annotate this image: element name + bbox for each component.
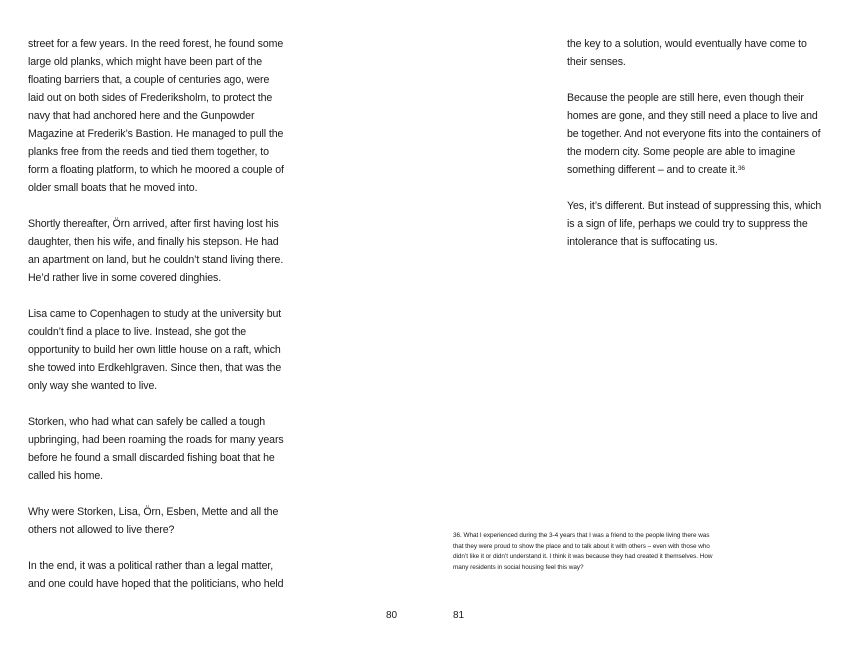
paragraph: Yes, it’s different. But instead of suppressing this, which is a sign of life, perhaps we could try to suppress the intolerance that is suffocating us.	[567, 200, 822, 248]
paragraph: Lisa came to Copenhagen to study at the university but couldn’t find a place to live. Instead, she got the opportunity to build her own little house on a raft, which she towed into Erdkehlgraven. Since then, that was the only way she wanted to live.	[28, 308, 282, 392]
paragraph: the key to a solution, would eventually have come to their senses.	[567, 38, 807, 68]
paragraph: Why were Storken, Lisa, Örn, Esben, Mette and all the others not allowed to live there?	[28, 506, 279, 536]
footnote: 36. What I experienced during the 3-4 years that I was a friend to the people living there was that they were proud to show the place and to talk about it with others – even with those who didn’t like it or didn’t understand it. I think it was because they had created it themselves. How many residents in social housing feel this way?	[453, 532, 713, 571]
paragraph: street for a few years. In the reed forest, he found some large old planks, which might have been part of the floating barriers that, a couple of centuries ago, were laid out on both sides of Frederiksholm, to protect the navy that had anchored here and the Gunpowder Magazine at Frederik’s Bastion. He managed to pull the planks free from the reeds and tied them together, to form a floating platform, to which he moored a couple of older small boats that he moved into.	[28, 38, 284, 194]
paragraph: In the end, it was a political rather than a legal matter, and one could have hoped that the politicians, who held	[28, 560, 284, 590]
left-page-text	[28, 35, 288, 611]
footnote-reference: 36	[737, 165, 745, 172]
right-page-text	[567, 35, 822, 269]
page-number-left: 80	[386, 610, 398, 621]
paragraph: Shortly thereafter, Örn arrived, after first having lost his daughter, then his wife, and finally his stepson. He had an apartment on land, but he couldn’t stand living there. He’d rather live in some covered dinghies.	[28, 218, 284, 284]
paragraph	[567, 89, 822, 179]
paragraph-text: Because the people are still here, even though their homes are gone, and they still need a place to live and be together. And not everyone fits into the containers of the modern city. Some people are able to imagine something different – and to create it.	[567, 92, 821, 176]
page-number-right: 81	[453, 610, 465, 621]
paragraph: Storken, who had what can safely be called a tough upbringing, had been roaming the roads for many years before he found a small discarded fishing boat that he called his home.	[28, 416, 284, 482]
